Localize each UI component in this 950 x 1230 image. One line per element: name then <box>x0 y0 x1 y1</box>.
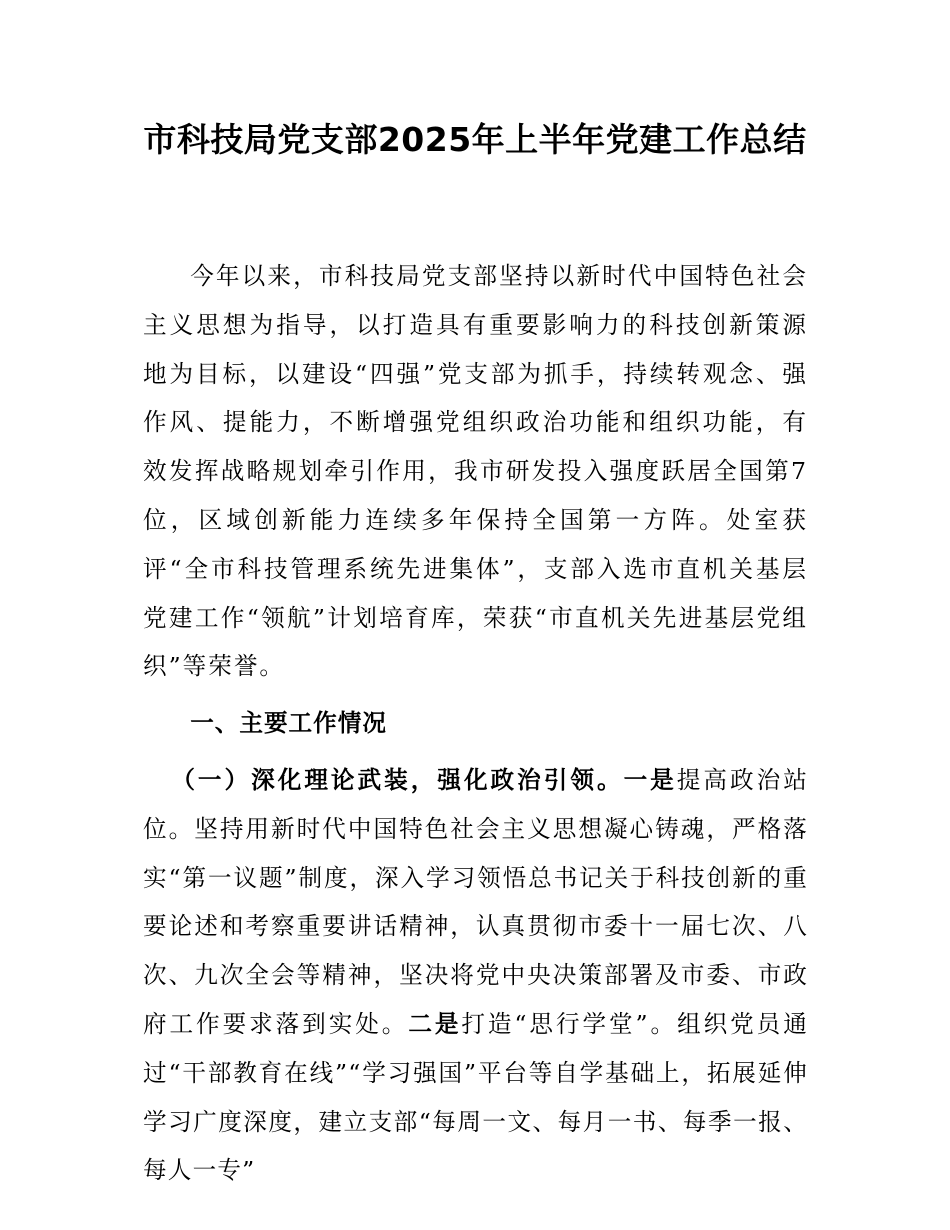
point-text: 提高政治站位。坚持用新时代中国特色社会主义思想凝心铸魂，严格落实“第一议题”制度，深入学习领悟总书记关于科技创新的重要论述和考察重要讲话精神，认真贯彻市委十一届七次、八次、九次全会等精神，坚决将党中央决策部署及市委、市政府工作要求落到实处。 <box>143 765 809 1038</box>
document-body <box>143 252 808 1195</box>
intro-paragraph: 今年以来，市科技局党支部坚持以新时代中国特色社会主义思想为指导，以打造具有重要影响力的科技创新策源地为目标，以建设“四强”党支部为抓手，持续转观念、强作风、提能力，不断增强党组织政治功能和组织功能，有效发挥战略规划牵引作用，我市研发投入强度跃居全国第7位，区域创新能力连续多年保持全国第一方阵。处室获评“全市科技管理系统先进集体”，支部入选市直机关基层党建工作“领航”计划培育库，荣获“市直机关先进基层党组织”等荣誉。 <box>143 262 808 681</box>
section-heading: 一、主要工作情况 <box>190 709 387 738</box>
point-label: 二是 <box>408 1009 462 1038</box>
point-label: 一是 <box>623 765 677 794</box>
point-text: 打造“思行学堂”。组织党员通过“干部教育在线”“学习强国”平台等自学基础上，拓展延伸学习广度深度，建立支部“每周一文、每月一书、每季一报、每人一专” <box>143 1009 808 1185</box>
document-title: 市科技局党支部2025年上半年党建工作总结 <box>143 120 807 159</box>
subsection-paragraph <box>143 756 808 1195</box>
subsection-heading: （一）深化理论武装，强化政治引领。 <box>171 765 624 794</box>
